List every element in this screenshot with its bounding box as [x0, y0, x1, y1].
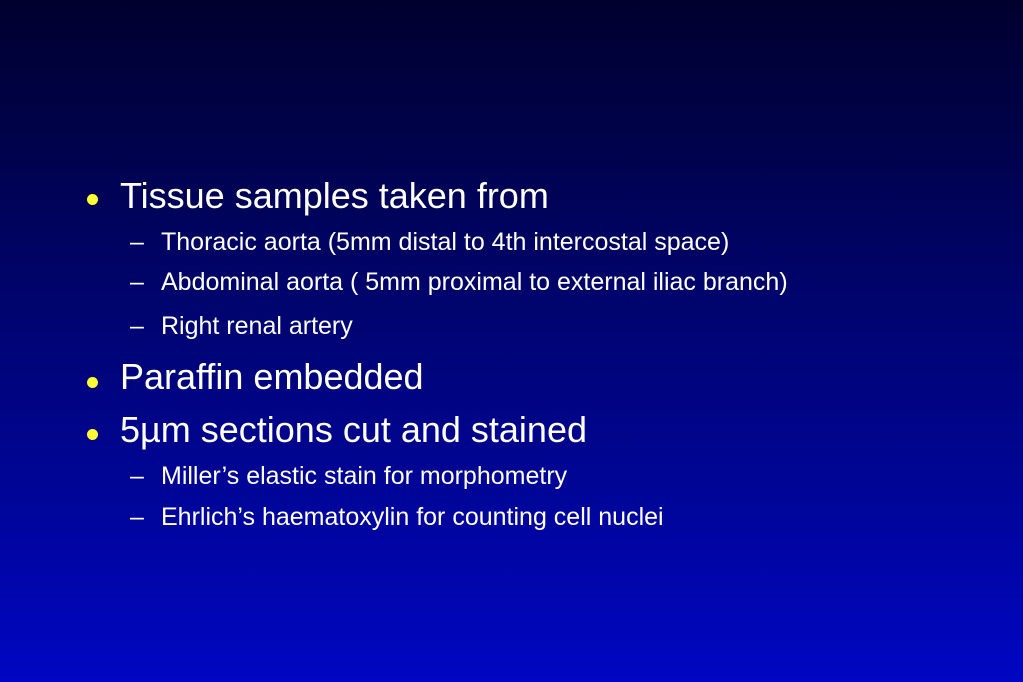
sub-item-right-renal-artery: Right renal artery	[161, 312, 353, 340]
bullet-dot	[87, 377, 98, 388]
bullet-dot	[87, 194, 98, 205]
bullet-dot	[87, 429, 98, 440]
bullet-text-tissue-samples: Tissue samples taken from	[120, 175, 549, 216]
sub-bullet-dash: –	[130, 462, 144, 490]
sub-bullet-dash: –	[130, 268, 144, 296]
sub-item-thoracic-aorta: Thoracic aorta (5mm distal to 4th intercostal space)	[161, 228, 730, 256]
bullet-text-paraffin-embedded: Paraffin embedded	[120, 356, 424, 397]
sub-item-millers-elastic-stain: Miller’s elastic stain for morphometry	[161, 462, 568, 490]
sub-item-abdominal-aorta: Abdominal aorta ( 5mm proximal to external iliac branch)	[161, 268, 788, 296]
sub-bullet-dash: –	[130, 312, 144, 340]
sub-bullet-dash: –	[130, 503, 144, 531]
sub-item-ehrlichs-haematoxylin: Ehrlich’s haematoxylin for counting cell nuclei	[161, 503, 664, 531]
sub-bullet-dash: –	[130, 228, 144, 256]
bullet-text-sections-cut-and-stained: 5µm sections cut and stained	[120, 409, 587, 450]
